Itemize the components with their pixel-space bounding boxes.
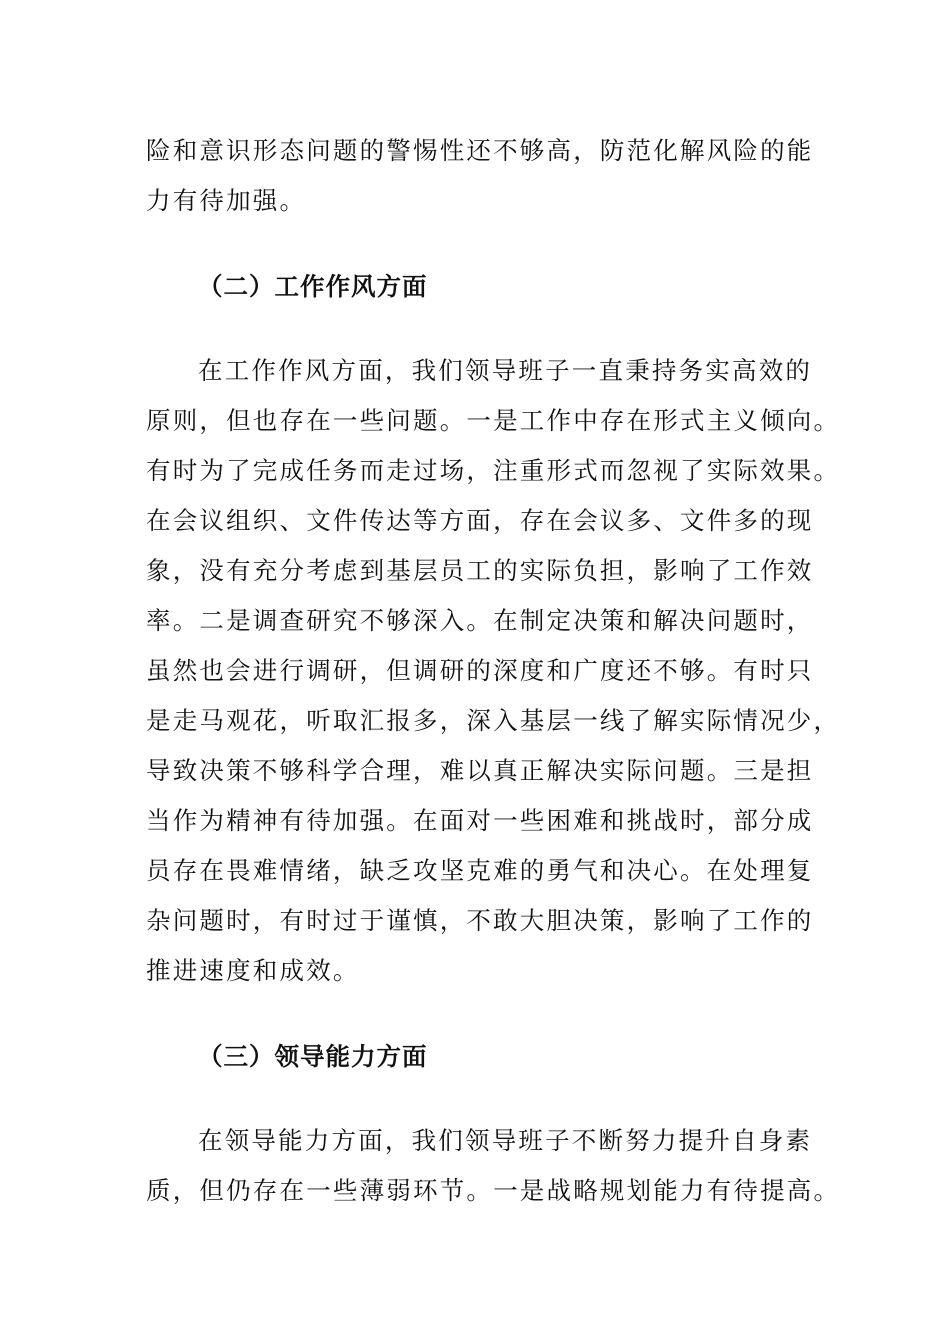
paragraph-2-line-13: 推进速度和成效。 [146, 956, 360, 985]
paragraph-1-line-1: 险和意识形态问题的警惕性还不够高，防范化解风险的能 [146, 136, 814, 165]
paragraph-2-line-3: 有时为了完成任务而走过场，注重形式而忽视了实际效果。 [146, 456, 841, 485]
paragraph-2-line-9: 导致决策不够科学合理，难以真正解决实际问题。三是担 [146, 756, 814, 785]
section-heading-3: （三）领导能力方面 [198, 1042, 428, 1071]
section-heading-2: （二）工作作风方面 [198, 272, 428, 301]
paragraph-2-line-12: 杂问题时，有时过于谨慎，不敢大胆决策，影响了工作的 [146, 906, 814, 935]
paragraph-2-line-10: 当作为精神有待加强。在面对一些困难和挑战时，部分成 [146, 806, 814, 835]
paragraph-3-line-2: 质，但仍存在一些薄弱环节。一是战略规划能力有待提高。 [146, 1176, 841, 1205]
paragraph-2-line-4: 在会议组织、文件传达等方面，存在会议多、文件多的现 [146, 506, 814, 535]
paragraph-2-line-6: 率。二是调查研究不够深入。在制定决策和解决问题时， [146, 606, 814, 635]
paragraph-2-line-8: 是走马观花，听取汇报多，深入基层一线了解实际情况少， [146, 706, 841, 735]
paragraph-2-line-1: 在工作作风方面，我们领导班子一直秉持务实高效的 [198, 356, 813, 385]
paragraph-2-line-11: 员存在畏难情绪，缺乏攻坚克难的勇气和决心。在处理复 [146, 856, 814, 885]
paragraph-2-line-7: 虽然也会进行调研，但调研的深度和广度还不够。有时只 [146, 656, 814, 685]
paragraph-1-line-2: 力有待加强。 [146, 186, 307, 215]
paragraph-2-line-5: 象，没有充分考虑到基层员工的实际负担，影响了工作效 [146, 556, 814, 585]
paragraph-3-line-1: 在领导能力方面，我们领导班子不断努力提升自身素 [198, 1126, 813, 1155]
paragraph-2-line-2: 原则，但也存在一些问题。一是工作中存在形式主义倾向。 [146, 406, 841, 435]
